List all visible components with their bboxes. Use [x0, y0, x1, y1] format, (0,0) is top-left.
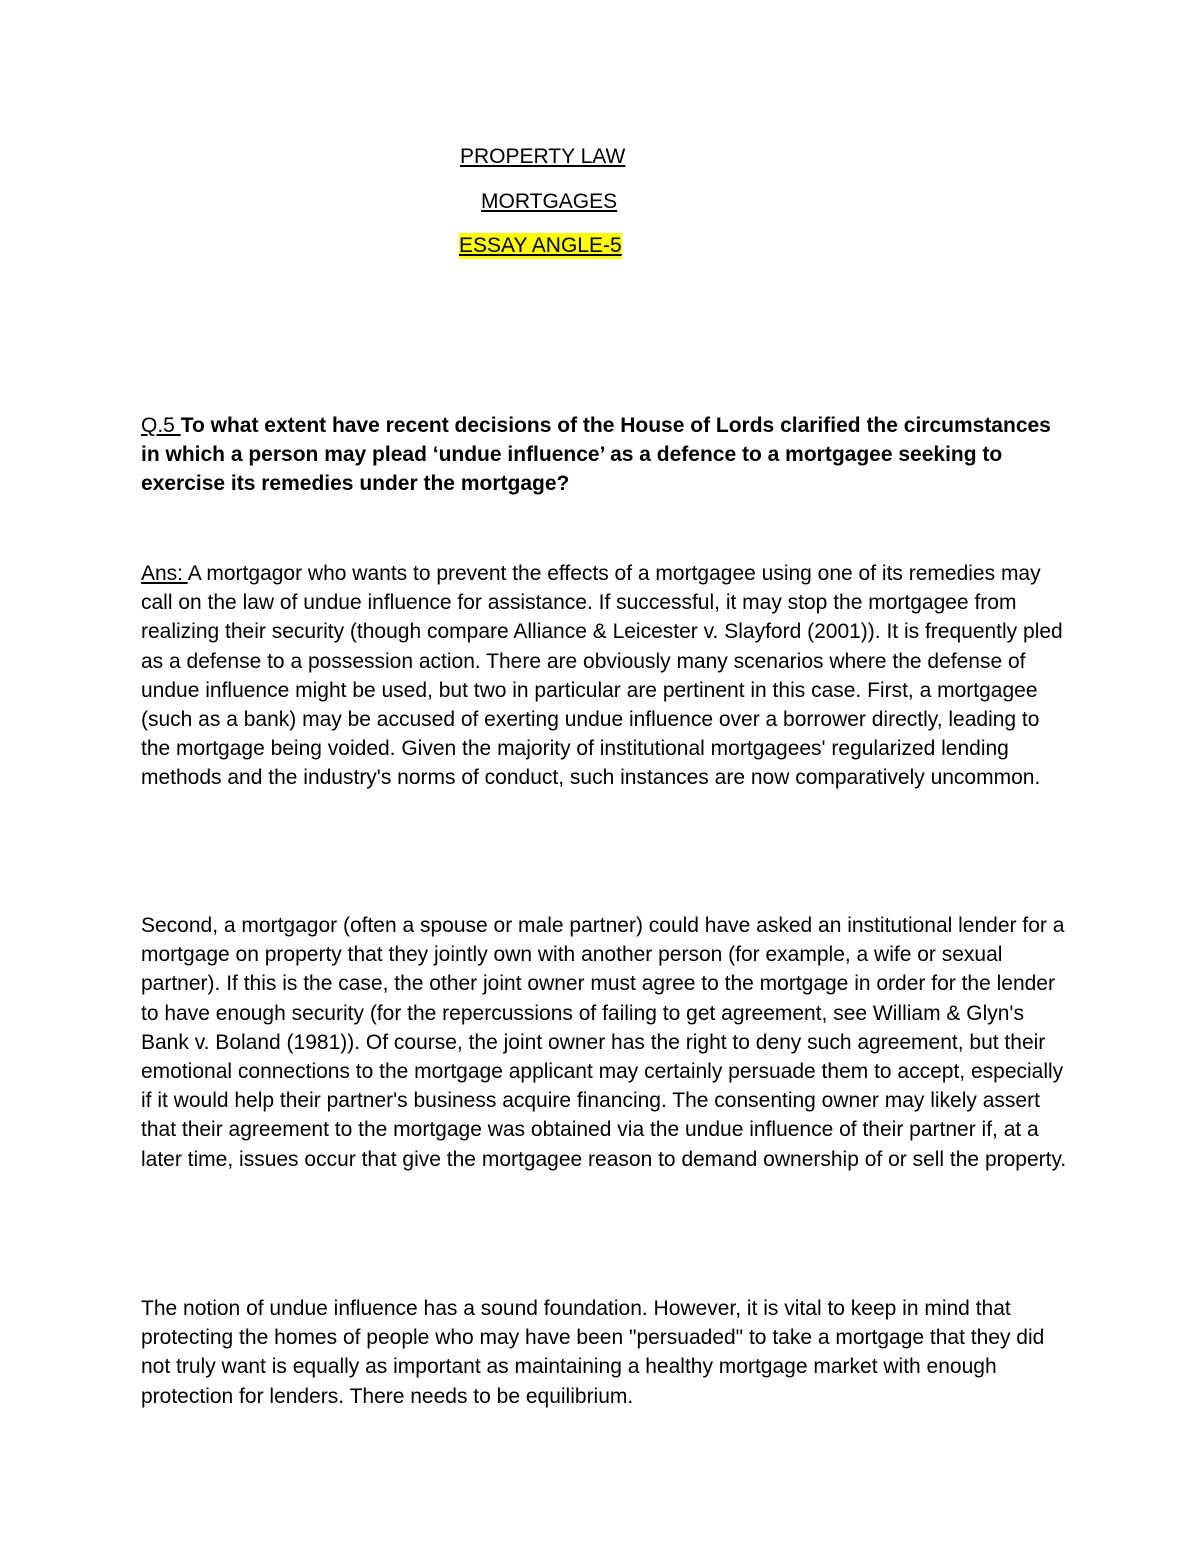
body-paragraph-second: Second, a mortgagor (often a spouse or male partner) could have asked an institutional lender for a mortgage on property that they jointly own with another person (for example, a wife or sexual partner). If this is the case, the other joint owner must agree to the mortgage in order for the lender to have enough security (for the repercussions of failing to get agreement, see William & Glyn's Bank v. Boland (1981)). Of course, the joint owner has the right to deny such agreement, but their emotional connections to the mortgage applicant may certainly persuade them to accept, especially if it would help their partner's business acquire financing. The consenting owner may likely assert that their agreement to the mortgage was obtained via the undue influence of their partner if, at a later time, issues occur that give the mortgagee reason to demand ownership of or sell the property. — [141, 914, 1067, 1171]
question-paragraph — [141, 411, 1071, 499]
title-property-law: PROPERTY LAW — [460, 145, 626, 168]
title-essay-angle-highlighted: ESSAY ANGLE-5 — [459, 234, 622, 257]
answer-text: A mortgagor who wants to prevent the effects of a mortgagee using one of its remedies may call on the law of undue influence for assistance. If successful, it may stop the mortgagee from realizing their security (though compare Alliance & Leicester v. Slayford (2001)). It is frequently pled as a defense to a possession action. There are obviously many scenarios where the defense of undue influence might be used, but two in particular are pertinent in this case. First, a mortgagee (such as a bank) may be accused of exerting undue influence over a borrower directly, leading to the mortgage being voided. Given the majority of institutional mortgagees' regularized lending methods and the industry's norms of conduct, such instances are now comparatively uncommon. — [141, 562, 1063, 790]
answer-paragraph — [141, 559, 1071, 793]
answer-label: Ans: — [141, 562, 188, 585]
title-mortgages: MORTGAGES — [481, 190, 618, 213]
question-label: Q.5 — [141, 414, 181, 437]
body-paragraph-conclusion: The notion of undue influence has a sound foundation. However, it is vital to keep in mind that protecting the homes of people who may have been "persuaded" to take a mortgage that they did not truly want is equally as important as maintaining a healthy mortgage market with enough protection for lenders. There needs to be equilibrium. — [141, 1297, 1045, 1408]
question-text: To what extent have recent decisions of the House of Lords clarified the circumstances in which a person may plead ‘undue influence’ as a defence to a mortgagee seeking to exercise its remedies under the mortgage? — [141, 414, 1051, 496]
